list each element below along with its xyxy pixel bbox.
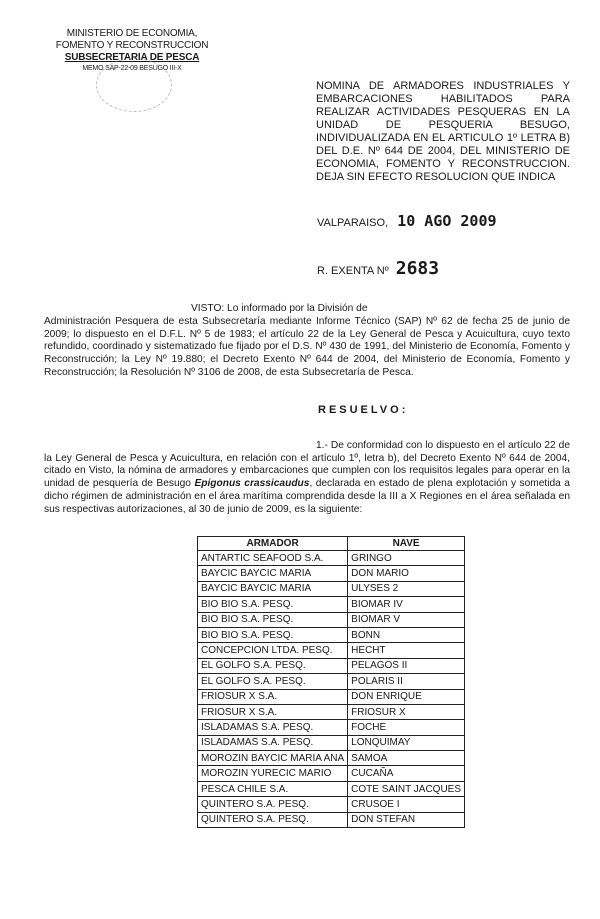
nave-cell: DON MARIO [348, 566, 465, 581]
table-row [198, 720, 465, 735]
nave-cell: BONN [348, 627, 465, 642]
ministry-line-1: MINISTERIO DE ECONOMIA, [66, 28, 198, 39]
table-row [198, 704, 465, 719]
armador-cell: CONCEPCION LTDA. PESQ. [198, 643, 348, 658]
point-1-paragraph [44, 440, 570, 516]
point-1-text-b: , declarada en estado de plena explotación y sometida a dicho régimen de administración en el área marítima comprendida desde la III a X Regiones en el área señalada en sus respectivas autorizaciones, al 30 de junio de 2009, es la siguiente: [44, 478, 570, 515]
nave-cell: FRIOSUR X [348, 704, 465, 719]
nave-cell: CRUSOE I [348, 797, 465, 812]
armador-cell: EL GOLFO S.A. PESQ. [198, 674, 348, 689]
table-row [198, 689, 465, 704]
armador-cell: BIO BIO S.A. PESQ. [198, 612, 348, 627]
table-row [198, 735, 465, 750]
nave-cell: HECHT [348, 643, 465, 658]
nave-cell: POLARIS II [348, 674, 465, 689]
table-row [198, 612, 465, 627]
resolution-label: R. EXENTA Nº [317, 265, 389, 277]
species-name: Epigonus crassicaudus [194, 478, 310, 490]
armador-cell: BAYCIC BAYCIC MARIA [198, 581, 348, 596]
table-row [198, 658, 465, 673]
resolution-number-line [317, 258, 439, 279]
nave-cell: BIOMAR IV [348, 597, 465, 612]
armador-cell: MOROZIN YURECIC MARIO [198, 766, 348, 781]
visto-lead: VISTO: Lo informado por la División de [191, 303, 368, 314]
armador-cell: FRIOSUR X S.A. [198, 689, 348, 704]
table-row [198, 781, 465, 796]
office-stamp [96, 58, 172, 112]
table-row [198, 674, 465, 689]
memo-reference: MEMO SAP-22-09 BESUGO III-X [82, 65, 182, 72]
nave-cell: CUCAÑA [348, 766, 465, 781]
nave-cell: GRINGO [348, 551, 465, 566]
nave-cell: PELAGOS II [348, 658, 465, 673]
table-header-row [198, 537, 465, 551]
armador-cell: PESCA CHILE S.A. [198, 781, 348, 796]
table-row [198, 797, 465, 812]
armador-cell: ISLADAMAS S.A. PESQ. [198, 720, 348, 735]
column-header-nave: NAVE [348, 537, 465, 551]
nave-cell: ULYSES 2 [348, 581, 465, 596]
nave-cell: COTE SAINT JACQUES [348, 781, 465, 796]
table-row [198, 812, 465, 827]
visto-paragraph [44, 303, 570, 380]
table-row [198, 597, 465, 612]
armador-cell: BIO BIO S.A. PESQ. [198, 627, 348, 642]
table-row [198, 566, 465, 581]
armador-cell: ANTARTIC SEAFOOD S.A. [198, 551, 348, 566]
nave-cell: DON STEFAN [348, 812, 465, 827]
armador-cell: FRIOSUR X S.A. [198, 704, 348, 719]
document-title: NOMINA DE ARMADORES INDUSTRIALES Y EMBARCACIONES HABILITADOS PARA REALIZAR ACTIVIDADES PESQUERAS EN LA UNIDAD DE PESQUERIA BESUGO, INDIVIDUALIZADA EN EL ARTICULO 1º LETRA B) DEL D.E. Nº 644 DE 2004, DEL MINISTERIO DE ECONOMIA, FOMENTO Y RECONSTRUCCION. DEJA SIN EFECTO RESOLUCION QUE INDICA [316, 80, 570, 183]
resolution-number: 2683 [395, 258, 440, 279]
visto-body: Administración Pesquera de esta Subsecretaría mediante Informe Técnico (SAP) Nº 62 de fecha 25 de junio de 2009; lo dispuesto en el D.F.L. Nº 5 de 1983; el artículo 22 de la Ley General de Pesca y Acuicultura, cuyo texto refundido, coordinado y sistematizado fue fijado por el D.S. Nº 430 de 1991, del Ministerio de Economía, Fomento y Reconstrucción; la Ley Nº 19.880; el Decreto Exento Nº 644 de 2004, del Ministerio de Economía, Fomento y Reconstrucción; la Resolución Nº 3106 de 2008, de esta Subsecretaría de Pesca. [44, 315, 570, 378]
armador-cell: BAYCIC BAYCIC MARIA [198, 566, 348, 581]
table-row [198, 551, 465, 566]
armador-cell: BIO BIO S.A. PESQ. [198, 597, 348, 612]
point-1-text-a: 1.- De conformidad con lo dispuesto en el artículo 22 de la Ley General de Pesca y Acuicultura, en relación con el artículo 1º, letra b), del Decreto Exento Nº 644 de 2004, citado en Visto, la nómina de armadores y embarcaciones que cumplen con los requisitos legales para operar en la unidad de pesquería de Besugo [44, 440, 570, 490]
resuelvo-heading: RESUELVO: [318, 404, 409, 416]
table-row [198, 643, 465, 658]
nave-cell: LONQUIMAY [348, 735, 465, 750]
date-stamp: 10 AGO 2009 [397, 212, 497, 230]
table-row [198, 766, 465, 781]
place: VALPARAISO, [317, 217, 389, 229]
ministry-line-2: FOMENTO Y RECONSTRUCCION [55, 40, 209, 51]
armador-cell: QUINTERO S.A. PESQ. [198, 812, 348, 827]
armador-cell: EL GOLFO S.A. PESQ. [198, 658, 348, 673]
table-row [198, 627, 465, 642]
table-row [198, 581, 465, 596]
column-header-armador: ARMADOR [198, 537, 348, 551]
nave-cell: FOCHE [348, 720, 465, 735]
nave-cell: DON ENRIQUE [348, 689, 465, 704]
subsecretaria-line: SUBSECRETARIA DE PESCA [64, 52, 200, 63]
armadores-table-body [198, 551, 465, 828]
armador-cell: MOROZIN BAYCIC MARIA ANA [198, 751, 348, 766]
nave-cell: SAMOA [348, 751, 465, 766]
place-date [317, 212, 497, 230]
armador-cell: QUINTERO S.A. PESQ. [198, 797, 348, 812]
table-row [198, 751, 465, 766]
armadores-table [197, 536, 465, 828]
nave-cell: BIOMAR V [348, 612, 465, 627]
armador-cell: ISLADAMAS S.A. PESQ. [198, 735, 348, 750]
